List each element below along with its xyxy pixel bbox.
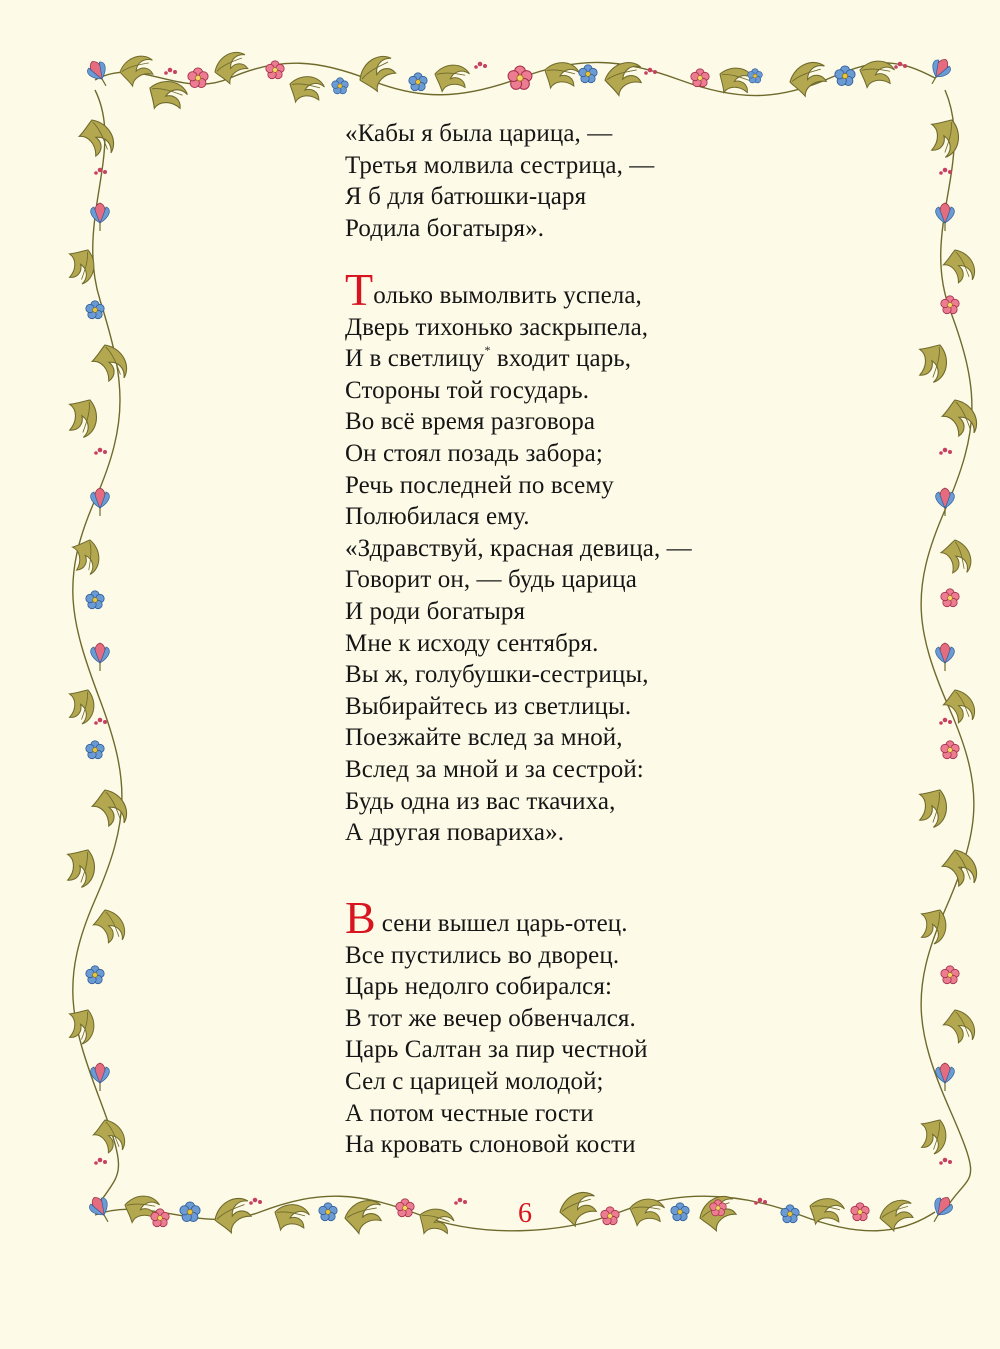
page-number: 6 <box>518 1198 532 1229</box>
poem-line: Все пустились во дворец. <box>345 941 620 969</box>
poem-line-text: сени вышел царь-отец. <box>381 910 628 937</box>
poem-line: Вы ж, голубушки-сестрицы, <box>345 661 649 689</box>
poem-line: Речь последней по всему <box>345 471 614 499</box>
poem-line: Во всё время разговора <box>345 408 596 436</box>
poem-line <box>345 264 692 315</box>
poem-line: Царь недолго собирался: <box>345 973 613 1001</box>
poem-line: На кровать слоновой кости <box>345 1131 636 1159</box>
drop-cap: Т <box>345 264 374 315</box>
poem-line: Мне к исходу сентября. <box>345 629 599 657</box>
poem-line: «Кабы я была царица, — <box>345 120 613 147</box>
poem-line-text: И в светлицу <box>345 345 485 373</box>
footnote-mark[interactable]: * <box>484 343 491 358</box>
poem-line: И роди богатыря <box>345 597 526 625</box>
poem-line: Он стоял позадь забора; <box>345 439 603 467</box>
poem-line: Будь одна из вас ткачиха, <box>345 787 616 815</box>
drop-cap: В <box>345 892 376 943</box>
poem-line: В тот же вечер обвенчался. <box>345 1004 636 1032</box>
poem-line: Вслед за мной и за сестрой: <box>345 755 644 783</box>
poem-line: Выбирайтесь из светлицы. <box>345 692 632 720</box>
poem-line: Полюбилася ему. <box>345 503 530 531</box>
poem-line: Сел с царицей молодой; <box>345 1067 604 1095</box>
poem-line: Поезжайте вслед за мной, <box>345 724 623 752</box>
stanza-2 <box>345 264 692 849</box>
poem-line-text: олько вымолвить успела, <box>373 282 642 309</box>
stanza-3 <box>345 892 648 1161</box>
poem-line: Дверь тихонько заскрыпела, <box>345 313 649 341</box>
poem-line <box>345 343 692 375</box>
poem-line-text: входит царь, <box>490 345 632 373</box>
poem-line: «Здравствуй, красная девица, — <box>345 534 692 562</box>
stanza-1 <box>345 118 654 244</box>
poem-line: А потом честные гости <box>345 1099 594 1127</box>
poem-line: Царь Салтан за пир честной <box>345 1036 648 1064</box>
poem-line: Говорит он, — будь царица <box>345 566 637 594</box>
poem-line <box>345 892 648 943</box>
poem-line: А другая повариха». <box>345 819 565 847</box>
poem-line: Третья молвила сестрица, — <box>345 151 655 179</box>
poem-line: Я б для батюшки-царя <box>345 183 587 211</box>
poem-line: Стороны той государь. <box>345 376 590 404</box>
poem-line: Родила богатыря». <box>345 214 545 242</box>
